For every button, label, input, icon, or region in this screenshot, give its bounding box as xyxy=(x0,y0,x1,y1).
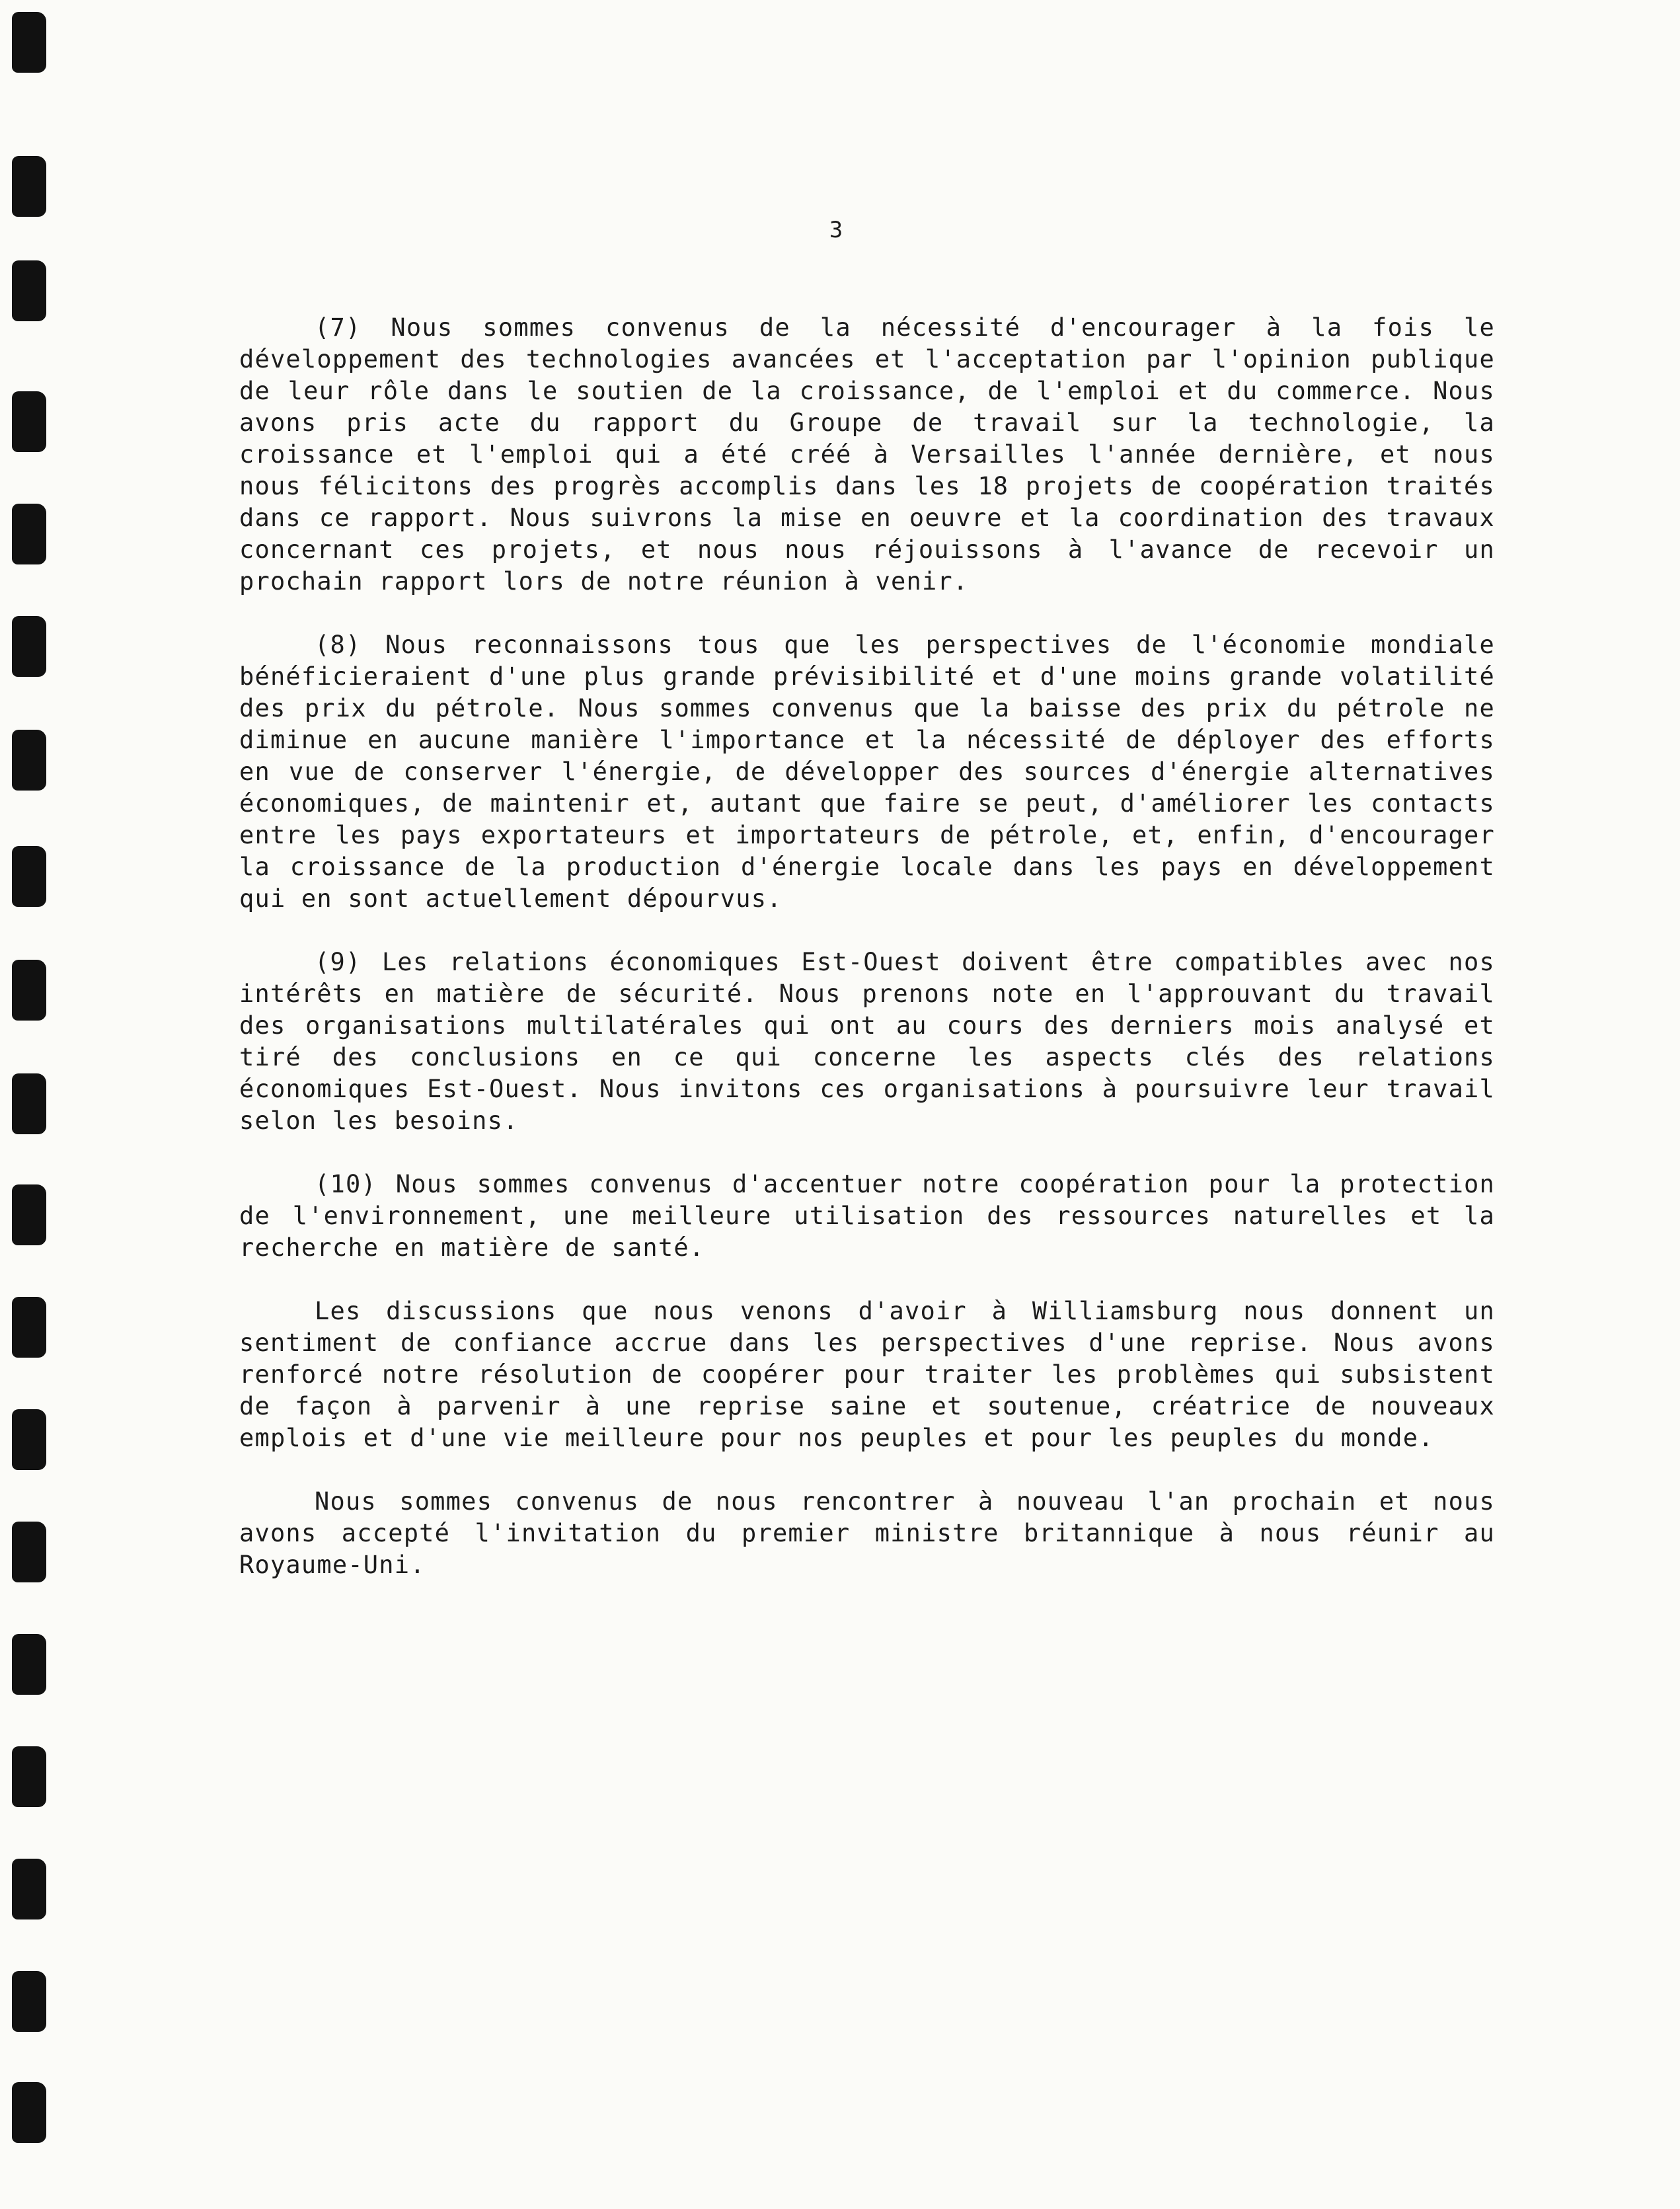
binding-hole xyxy=(12,1073,46,1134)
binding-hole xyxy=(12,1184,46,1245)
binding-hole xyxy=(12,1971,46,2032)
paragraph-next-meeting: Nous sommes convenus de nous rencontrer à nouveau l'an prochain et nous avons accepté l'invitation du premier ministre britannique à nous réunir au Royaume-Uni. xyxy=(239,1487,1495,1579)
binding-hole xyxy=(12,1746,46,1807)
binding-hole xyxy=(12,616,46,677)
binding-hole xyxy=(12,12,46,73)
binding-hole xyxy=(12,1297,46,1358)
paragraph-williamsburg-discussions: Les discussions que nous venons d'avoir à Williamsburg nous donnent un sentiment de confiance accrue dans les perspectives d'une reprise. Nous avons renforcé notre résolution de coopérer pour traiter les problèmes qui subsistent de façon à parvenir à une reprise saine et soutenue, créatrice de nouveaux emplois et d'une vie meilleure pour nos peuples et pour les peuples du monde. xyxy=(239,1297,1495,1452)
binding-hole xyxy=(12,260,46,321)
paragraph-10-environment: (10) Nous sommes convenus d'accentuer notre coopération pour la protection de l'environnement, une meilleure utilisation des ressources naturelles et la recherche en matière de santé. xyxy=(239,1170,1495,1262)
paragraph-8-oil-prices: (8) Nous reconnaissons tous que les perspectives de l'économie mondiale bénéficieraient d'une plus grande prévisibilité et d'une moins grande volatilité des prix du pétrole. Nous sommes convenus que la baisse des prix du pétrole ne diminue en aucune manière l'importance et la nécessité de déployer des efforts en vue de conserver l'énergie, de développer des sources d'énergie alternatives économiques, de maintenir et, autant que faire se peut, d'améliorer les contacts entre les pays exportateurs et importateurs de pétrole, et, enfin, d'encourager la croissance de la production d'énergie locale dans les pays en développement qui en sont actuellement dépourvus. xyxy=(239,631,1495,913)
document-body xyxy=(239,312,1495,1581)
binding-hole xyxy=(12,2082,46,2143)
binding-hole xyxy=(12,504,46,564)
binding-hole xyxy=(12,1859,46,1919)
binding-hole xyxy=(12,846,46,907)
binding-hole xyxy=(12,1522,46,1582)
paragraph-9-east-west-relations: (9) Les relations économiques Est-Ouest doivent être compatibles avec nos intérêts en matière de sécurité. Nous prenons note en l'approuvant du travail des organisations multilatérales qui ont au cours des derniers mois analysé et tiré des conclusions en ce qui concerne les aspects clés des relations économiques Est-Ouest. Nous invitons ces organisations à poursuivre leur travail selon les besoins. xyxy=(239,948,1495,1135)
binding-hole xyxy=(12,1634,46,1695)
binding-hole xyxy=(12,1409,46,1470)
page-number: 3 xyxy=(829,217,843,243)
binding-hole xyxy=(12,730,46,791)
binding-hole xyxy=(12,156,46,217)
binding-hole xyxy=(12,391,46,452)
binding-hole xyxy=(12,960,46,1021)
paragraph-7-technology: (7) Nous sommes convenus de la nécessité d'encourager à la fois le développement des technologies avancées et l'acceptation par l'opinion publique de leur rôle dans le soutien de la croissance, de l'emploi et du commerce. Nous avons pris acte du rapport du Groupe de travail sur la technologie, la croissance et l'emploi qui a été créé à Versailles l'année dernière, et nous nous félicitons des progrès accomplis dans les 18 projets de coopération traités dans ce rapport. Nous suivrons la mise en oeuvre et la coordination des travaux concernant ces projets, et nous nous réjouissons à l'avance de recevoir un prochain rapport lors de notre réunion à venir. xyxy=(239,313,1495,596)
